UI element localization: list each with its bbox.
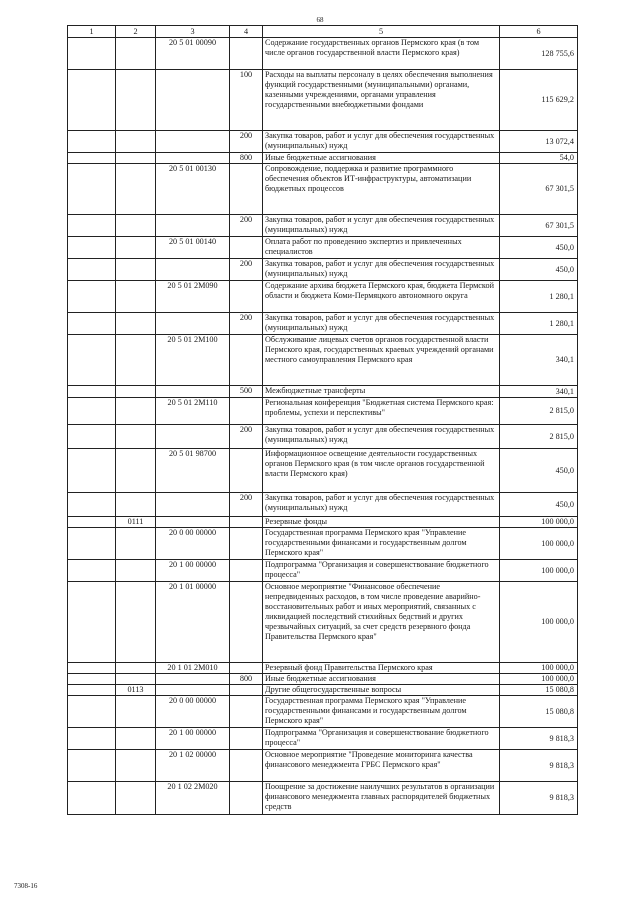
table-cell-c1 [68, 750, 116, 782]
table-cell-c5: Закупка товаров, работ и услуг для обеспечения государственных (муниципальных) нужд [263, 131, 500, 153]
table-cell-c6: 115 629,2 [500, 70, 578, 131]
table-cell-c6: 9 818,3 [500, 750, 578, 782]
table-cell-c3: 20 1 02 00000 [156, 750, 230, 782]
table-row [68, 582, 578, 663]
table-cell-c4 [230, 750, 263, 782]
table-cell-c4: 800 [230, 153, 263, 164]
table-cell-c2 [116, 386, 156, 398]
table-cell-c2 [116, 398, 156, 425]
table-row [68, 259, 578, 281]
table-cell-c1 [68, 313, 116, 335]
table-cell-c5: Закупка товаров, работ и услуг для обеспечения государственных (муниципальных) нужд [263, 493, 500, 517]
header-cell: 2 [116, 26, 156, 38]
table-row [68, 750, 578, 782]
table-row [68, 215, 578, 237]
table-cell-c3: 20 1 02 2М020 [156, 782, 230, 815]
table-cell-c5: Подпрограмма "Организация и совершенствование бюджетного процесса" [263, 560, 500, 582]
table-cell-c2 [116, 313, 156, 335]
table-cell-c5: Другие общегосударственные вопросы [263, 685, 500, 696]
table-cell-c2 [116, 728, 156, 750]
table-cell-c6: 67 301,5 [500, 164, 578, 215]
table-cell-c4: 200 [230, 313, 263, 335]
table-cell-c1 [68, 70, 116, 131]
table-cell-c4: 200 [230, 493, 263, 517]
footer-code: 7308-16 [14, 882, 38, 890]
table-cell-c5: Государственная программа Пермского края "Управление государственными финансами и государственным долгом Пермского края" [263, 528, 500, 560]
header-cell: 6 [500, 26, 578, 38]
table-cell-c4: 200 [230, 131, 263, 153]
table-cell-c3 [156, 685, 230, 696]
table-cell-c4 [230, 696, 263, 728]
table-cell-c1 [68, 131, 116, 153]
table-cell-c2 [116, 782, 156, 815]
table-cell-c5: Сопровождение, поддержка и развитие программного обеспечения объектов ИТ-инфраструктуры, автоматизации бюджетных процессов [263, 164, 500, 215]
table-cell-c3: 20 0 00 00000 [156, 696, 230, 728]
table-cell-c2 [116, 582, 156, 663]
table-cell-c3 [156, 259, 230, 281]
table-cell-c2 [116, 493, 156, 517]
table-cell-c6: 450,0 [500, 493, 578, 517]
table-row [68, 728, 578, 750]
table-cell-c3 [156, 386, 230, 398]
table-cell-c5: Содержание архива бюджета Пермского края, бюджета Пермской области и бюджета Коми-Пермяцкого автономного округа [263, 281, 500, 313]
table-cell-c3: 20 5 01 2М090 [156, 281, 230, 313]
table-cell-c4 [230, 685, 263, 696]
table-cell-c3 [156, 131, 230, 153]
table-row [68, 386, 578, 398]
table-cell-c6: 2 815,0 [500, 425, 578, 449]
table-cell-c3 [156, 153, 230, 164]
table-cell-c5: Закупка товаров, работ и услуг для обеспечения государственных (муниципальных) нужд [263, 313, 500, 335]
table-row [68, 782, 578, 815]
table-cell-c1 [68, 728, 116, 750]
table-cell-c3: 20 5 01 00140 [156, 237, 230, 259]
table-cell-c6: 100 000,0 [500, 663, 578, 674]
table-cell-c5: Поощрение за достижение наилучших результатов в организации финансового менеджмента главных распорядителей бюджетных средств [263, 782, 500, 815]
table-row [68, 398, 578, 425]
table-cell-c4 [230, 398, 263, 425]
table-cell-c5: Содержание государственных органов Пермского края (в том числе органов государственной власти Пермского края) [263, 38, 500, 70]
table-cell-c6: 100 000,0 [500, 517, 578, 528]
table-cell-c4 [230, 449, 263, 493]
table-cell-c6: 450,0 [500, 449, 578, 493]
table-row [68, 517, 578, 528]
table-cell-c5: Резервный фонд Правительства Пермского края [263, 663, 500, 674]
table-cell-c2 [116, 237, 156, 259]
table-cell-c2 [116, 696, 156, 728]
table-cell-c3 [156, 425, 230, 449]
page-number: 68 [316, 16, 324, 24]
table-row [68, 153, 578, 164]
table-cell-c5: Информационное освещение деятельности государственных органов Пермского края (в том числе органов государственной власти Пермского края) [263, 449, 500, 493]
table-row [68, 131, 578, 153]
table-cell-c1 [68, 696, 116, 728]
table-cell-c2 [116, 131, 156, 153]
table-cell-c3: 20 5 01 2М110 [156, 398, 230, 425]
table-cell-c4 [230, 335, 263, 386]
table-cell-c4 [230, 560, 263, 582]
table-cell-c5: Основное мероприятие "Финансовое обеспечение непредвиденных расходов, в том числе проведение аварийно-восстановительных работ и иных мероприятий, связанных с ликвидацией последствий стихийных бедствий и других чрезвычайных ситуаций, за счет средств резервного фонда Правительства Пермского края" [263, 582, 500, 663]
table-cell-c5: Оплата работ по проведению экспертиз и привлеченных специалистов [263, 237, 500, 259]
table-cell-c5: Иные бюджетные ассигнования [263, 153, 500, 164]
table-cell-c1 [68, 449, 116, 493]
table-cell-c6: 450,0 [500, 259, 578, 281]
table-cell-c1 [68, 386, 116, 398]
table-cell-c4: 200 [230, 259, 263, 281]
table-cell-c2 [116, 164, 156, 215]
table-cell-c2 [116, 560, 156, 582]
table-cell-c3: 20 1 01 2М010 [156, 663, 230, 674]
table-cell-c5: Обслуживание лицевых счетов органов государственной власти Пермского края, государственных краевых учреждений органами местного самоуправления Пермского края [263, 335, 500, 386]
table-cell-c6: 15 080,8 [500, 696, 578, 728]
table-cell-c5: Межбюджетные трансферты [263, 386, 500, 398]
table-cell-c1 [68, 398, 116, 425]
table-cell-c6: 1 280,1 [500, 281, 578, 313]
table-cell-c3: 20 5 01 98700 [156, 449, 230, 493]
table-cell-c5: Государственная программа Пермского края "Управление государственными финансами и государственным долгом Пермского края" [263, 696, 500, 728]
table-cell-c4: 500 [230, 386, 263, 398]
table-cell-c6: 1 280,1 [500, 313, 578, 335]
table-cell-c1 [68, 517, 116, 528]
table-cell-c5: Закупка товаров, работ и услуг для обеспечения государственных (муниципальных) нужд [263, 215, 500, 237]
table-cell-c4: 800 [230, 674, 263, 685]
table-cell-c5: Иные бюджетные ассигнования [263, 674, 500, 685]
table-cell-c4 [230, 728, 263, 750]
table-cell-c1 [68, 335, 116, 386]
table-cell-c2 [116, 281, 156, 313]
table-cell-c3 [156, 674, 230, 685]
table-row [68, 696, 578, 728]
table-row [68, 38, 578, 70]
table-row [68, 674, 578, 685]
table-cell-c4: 200 [230, 425, 263, 449]
table-row [68, 281, 578, 313]
header-cell: 3 [156, 26, 230, 38]
table-cell-c2: 0111 [116, 517, 156, 528]
table-cell-c1 [68, 782, 116, 815]
table-row [68, 313, 578, 335]
table-cell-c6: 100 000,0 [500, 528, 578, 560]
table-row [68, 663, 578, 674]
table-cell-c1 [68, 560, 116, 582]
table-cell-c3 [156, 70, 230, 131]
table-cell-c4 [230, 782, 263, 815]
table-cell-c2 [116, 215, 156, 237]
table-cell-c2 [116, 449, 156, 493]
table-cell-c4 [230, 528, 263, 560]
table-cell-c3: 20 1 01 00000 [156, 582, 230, 663]
table-cell-c2 [116, 335, 156, 386]
table-cell-c3: 20 5 01 2М100 [156, 335, 230, 386]
table-cell-c1 [68, 425, 116, 449]
table-cell-c1 [68, 528, 116, 560]
table-cell-c2 [116, 528, 156, 560]
table-cell-c4 [230, 281, 263, 313]
table-cell-c6: 54,0 [500, 153, 578, 164]
table-cell-c4 [230, 663, 263, 674]
table-cell-c6: 340,1 [500, 335, 578, 386]
table-cell-c6: 2 815,0 [500, 398, 578, 425]
table-cell-c5: Резервные фонды [263, 517, 500, 528]
table-cell-c6: 67 301,5 [500, 215, 578, 237]
header-cell: 5 [263, 26, 500, 38]
table-cell-c3 [156, 215, 230, 237]
table-cell-c1 [68, 663, 116, 674]
table-header-row [68, 26, 578, 38]
table-cell-c1 [68, 38, 116, 70]
table-row [68, 335, 578, 386]
table-cell-c3: 20 1 00 00000 [156, 728, 230, 750]
table-cell-c2: 0113 [116, 685, 156, 696]
table-cell-c1 [68, 493, 116, 517]
table-cell-c3 [156, 517, 230, 528]
table-cell-c4: 200 [230, 215, 263, 237]
table-cell-c2 [116, 259, 156, 281]
table-cell-c5: Закупка товаров, работ и услуг для обеспечения государственных (муниципальных) нужд [263, 259, 500, 281]
table-row [68, 425, 578, 449]
table-cell-c1 [68, 164, 116, 215]
table-cell-c3: 20 5 01 00130 [156, 164, 230, 215]
table-cell-c4 [230, 237, 263, 259]
table-cell-c3: 20 0 00 00000 [156, 528, 230, 560]
table-cell-c4 [230, 582, 263, 663]
table-cell-c6: 9 818,3 [500, 782, 578, 815]
table-cell-c6: 128 755,6 [500, 38, 578, 70]
table-cell-c1 [68, 215, 116, 237]
table-cell-c6: 9 818,3 [500, 728, 578, 750]
table-cell-c5: Основное мероприятие "Проведение мониторинга качества финансового менеджмента ГРБС Пермского края" [263, 750, 500, 782]
table-cell-c6: 100 000,0 [500, 674, 578, 685]
table-cell-c6: 450,0 [500, 237, 578, 259]
table-cell-c2 [116, 153, 156, 164]
table-cell-c3 [156, 313, 230, 335]
table-cell-c4 [230, 517, 263, 528]
table-row [68, 70, 578, 131]
table-row [68, 449, 578, 493]
table-cell-c1 [68, 153, 116, 164]
table-cell-c2 [116, 38, 156, 70]
table-cell-c1 [68, 685, 116, 696]
table-cell-c6: 100 000,0 [500, 560, 578, 582]
table-cell-c5: Региональная конференция "Бюджетная система Пермского края: проблемы, успехи и перспективы" [263, 398, 500, 425]
table-cell-c1 [68, 237, 116, 259]
header-cell: 4 [230, 26, 263, 38]
table-cell-c2 [116, 425, 156, 449]
table-cell-c3: 20 1 00 00000 [156, 560, 230, 582]
table-row [68, 528, 578, 560]
table-cell-c4: 100 [230, 70, 263, 131]
table-cell-c3 [156, 493, 230, 517]
table-cell-c1 [68, 582, 116, 663]
table-cell-c6: 15 080,8 [500, 685, 578, 696]
table-cell-c5: Подпрограмма "Организация и совершенствование бюджетного процесса" [263, 728, 500, 750]
table-cell-c3: 20 5 01 00090 [156, 38, 230, 70]
table-cell-c2 [116, 674, 156, 685]
table-cell-c6: 13 072,4 [500, 131, 578, 153]
table-cell-c4 [230, 38, 263, 70]
table-cell-c5: Закупка товаров, работ и услуг для обеспечения государственных (муниципальных) нужд [263, 425, 500, 449]
table-row [68, 164, 578, 215]
header-cell: 1 [68, 26, 116, 38]
table-cell-c6: 340,1 [500, 386, 578, 398]
table-row [68, 237, 578, 259]
table-cell-c6: 100 000,0 [500, 582, 578, 663]
table-row [68, 560, 578, 582]
table-cell-c2 [116, 70, 156, 131]
table-cell-c1 [68, 674, 116, 685]
table-cell-c1 [68, 259, 116, 281]
budget-table [67, 25, 578, 815]
table-cell-c2 [116, 663, 156, 674]
table-cell-c5: Расходы на выплаты персоналу в целях обеспечения выполнения функций государственными (муниципальными) органами, казенными учреждениями, органами управления государственными внебюджетными фондами [263, 70, 500, 131]
table-cell-c4 [230, 164, 263, 215]
table-row [68, 493, 578, 517]
table-cell-c1 [68, 281, 116, 313]
table-cell-c2 [116, 750, 156, 782]
table-row [68, 685, 578, 696]
